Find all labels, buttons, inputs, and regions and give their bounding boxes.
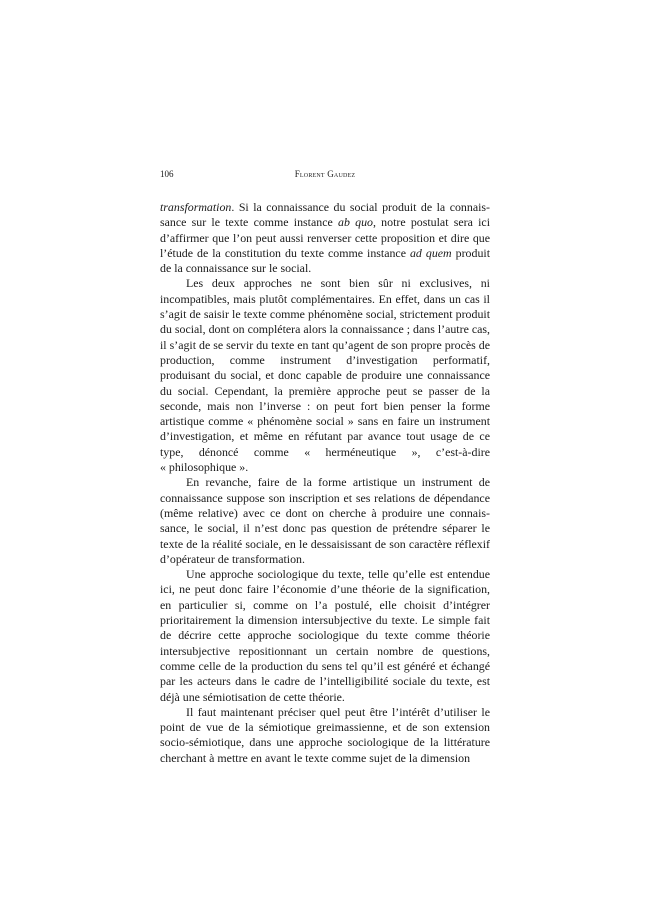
text-span: Les deux approches ne sont bien sûr ni exclusives, ni incompatibles, mais plutôt complémentaires. En effet, dans un cas il s’agit de saisir le texte comme phénomène social, strictement produit du social, dont on complétera alors la connaissance ; dans l’autre cas, il s’agit de se servir du texte en tant qu’agent de son propre procès de production, comme instrument d’investigation performatif, produisant du social, et donc capable de produire une connaissance du social. Cependant, la première approche peut se passer de la seconde, mais non l’inverse : on peut fort bien penser la forme artistique comme « phénomène social » sans en faire un instrument d’investigation, et même en réfutant par avance tout usage de ce type, dénoncé comme « herméneutique », c’est-à-dire « philosophique ». xyxy=(160,276,490,475)
text-span: Il faut maintenant préciser quel peut être l’intérêt d’utiliser le point de vue de la sémiotique greimassienne, et de son extension socio-sémiotique, dans une approche sociologique de la littérature cherchant à mettre en avant le texte comme sujet de la dimension xyxy=(160,704,490,765)
paragraph-3 xyxy=(160,475,490,567)
text-span: En revanche, faire de la forme artistique un instrument de connaissance suppose son inscription et ses relations de dépendance (même relative) avec ce dont on cherche à produire une connaissance, le social, il n’est donc pas question de prétendre séparer le texte de la réalité sociale, en le dessaisissant de son caractère réflexif d’opérateur de transformation. xyxy=(160,475,490,566)
page-number: 106 xyxy=(160,169,174,179)
page-header xyxy=(160,167,490,181)
paragraph-5 xyxy=(160,705,490,766)
paragraph-4 xyxy=(160,567,490,705)
running-title: Florent Gaudez xyxy=(294,169,356,179)
text-span: ab quo xyxy=(338,215,373,230)
paragraph-2 xyxy=(160,276,490,475)
text-span: . Si la connaissance du social produit de la connaissance sur le texte comme instance xyxy=(160,200,490,230)
text-span: transformation xyxy=(160,200,232,214)
paragraph-1 xyxy=(160,200,490,276)
text-span: Une approche sociologique du texte, telle qu’elle est entendue ici, ne peut donc faire l’économie d’une théorie de la signification, en particulier si, comme on l’a postulé, elle choisit d’intégrer prioritairement la dimension intersubjective du texte. Le simple fait de décrire cette approche sociologique du texte comme théorie intersubjective repositionnant un certain nombre de questions, comme celle de la production du sens tel qu’il est généré et échangé par les acteurs dans le cadre de l’intelligibilité sociale du texte, est déjà une sémiotisation de cette théorie. xyxy=(160,567,490,704)
book-page xyxy=(160,167,490,766)
text-span: , notre postulat sera ici d’affirmer que l’on peut aussi renverser cette proposition et dire que l’étude de la constitution du texte comme instance xyxy=(160,215,490,260)
text-span: produit de la connaissance sur le social. xyxy=(160,245,490,276)
body-text xyxy=(160,200,490,766)
text-span: ad quem xyxy=(409,245,452,260)
